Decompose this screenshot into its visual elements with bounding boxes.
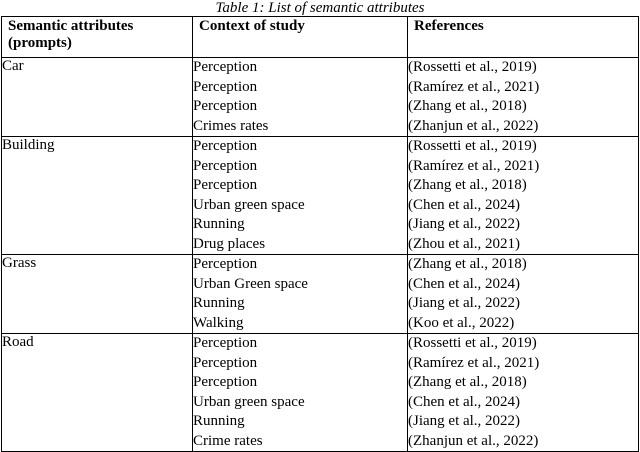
context-line: Perception bbox=[193, 256, 258, 272]
context-line: Crime rates bbox=[193, 432, 263, 449]
context-line: Urban green space bbox=[193, 196, 305, 213]
context-line: Perception bbox=[193, 335, 258, 351]
attribute-cell: Road bbox=[2, 334, 193, 452]
context-line: Perception bbox=[193, 59, 258, 75]
context-line: Crimes rates bbox=[193, 117, 269, 134]
context-line: Urban Green space bbox=[193, 275, 308, 292]
reference-cell bbox=[408, 334, 639, 452]
context-line: Perception bbox=[193, 78, 258, 95]
context-line: Perception bbox=[193, 138, 258, 154]
reference-line: (Koo et al., 2022) bbox=[408, 314, 515, 331]
reference-cell bbox=[408, 137, 639, 255]
context-line: Perception bbox=[193, 157, 258, 174]
context-line: Running bbox=[193, 295, 245, 311]
header-semantic-attributes: Semantic attributes (prompts) bbox=[2, 17, 193, 58]
reference-cell bbox=[408, 255, 639, 334]
reference-cell bbox=[408, 58, 639, 137]
attribute-cell: Building bbox=[2, 137, 193, 255]
context-line: Running bbox=[193, 216, 245, 232]
semantic-attributes-table bbox=[1, 16, 639, 452]
reference-line: (Zhang et al., 2018) bbox=[408, 374, 527, 390]
header-references: References bbox=[408, 17, 639, 58]
table-caption: Table 1: List of semantic attributes bbox=[215, 0, 425, 16]
context-cell bbox=[193, 58, 408, 137]
table-header-row bbox=[2, 17, 639, 58]
reference-line: (Jiang et al., 2022) bbox=[408, 413, 521, 429]
context-line: Perception bbox=[193, 354, 258, 371]
reference-line: (Zhanjun et al., 2022) bbox=[408, 117, 539, 134]
table-row bbox=[2, 334, 639, 452]
context-line: Perception bbox=[193, 177, 258, 193]
reference-line: (Ramírez et al., 2021) bbox=[408, 157, 540, 174]
reference-line: (Chen et al., 2024) bbox=[408, 393, 521, 410]
context-line: Perception bbox=[193, 98, 258, 114]
context-line: Running bbox=[193, 413, 245, 429]
context-line: Drug places bbox=[193, 235, 266, 252]
reference-line: (Chen et al., 2024) bbox=[408, 196, 521, 213]
header-context-of-study: Context of study bbox=[193, 17, 408, 58]
reference-line: (Rossetti et al., 2019) bbox=[408, 138, 537, 154]
context-cell bbox=[193, 334, 408, 452]
table-row bbox=[2, 255, 639, 334]
context-line: Urban green space bbox=[193, 393, 305, 410]
attribute-cell: Car bbox=[2, 58, 193, 137]
context-line: Perception bbox=[193, 374, 258, 390]
reference-line: (Jiang et al., 2022) bbox=[408, 216, 521, 232]
reference-line: (Zhang et al., 2018) bbox=[408, 256, 527, 272]
reference-line: (Rossetti et al., 2019) bbox=[408, 59, 537, 75]
table-row bbox=[2, 58, 639, 137]
reference-line: (Jiang et al., 2022) bbox=[408, 295, 521, 311]
reference-line: (Zhang et al., 2018) bbox=[408, 177, 527, 193]
context-line: Walking bbox=[193, 314, 244, 331]
reference-line: (Zhanjun et al., 2022) bbox=[408, 432, 539, 449]
reference-line: (Ramírez et al., 2021) bbox=[408, 354, 540, 371]
reference-line: (Zhou et al., 2021) bbox=[408, 235, 521, 252]
context-cell bbox=[193, 255, 408, 334]
attribute-cell: Grass bbox=[2, 255, 193, 334]
reference-line: (Chen et al., 2024) bbox=[408, 275, 521, 292]
reference-line: (Rossetti et al., 2019) bbox=[408, 335, 537, 351]
reference-line: (Ramírez et al., 2021) bbox=[408, 78, 540, 95]
reference-line: (Zhang et al., 2018) bbox=[408, 98, 527, 114]
context-cell bbox=[193, 137, 408, 255]
table-row bbox=[2, 137, 639, 255]
